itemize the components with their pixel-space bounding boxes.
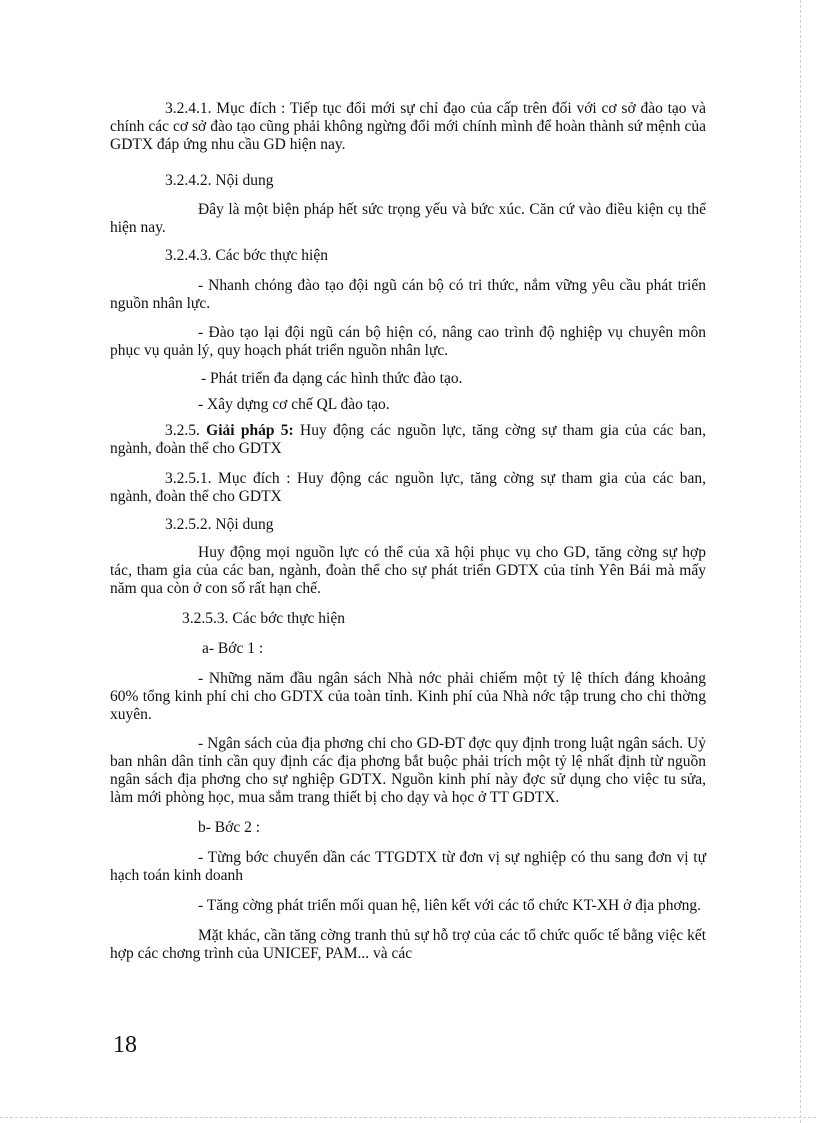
paragraph-3-2-5-1: 3.2.5.1. Mục đích : Huy động các nguồn lực, tăng cờng sự tham gia của các ban, ngành, đoàn thể cho GDTX <box>110 470 706 505</box>
heading-3-2-4-3: 3.2.4.3. Các bớc thực hiện <box>165 247 328 264</box>
bullet-item: - Những năm đầu ngân sách Nhà nớc phải chiếm một tỷ lệ thích đáng khoảng 60% tổng kinh phí chi cho GDTX của toàn tỉnh. Kinh phí của Nhà nớc tập trung cho chi thờng xuyên. <box>110 670 706 723</box>
page-frame-bottom <box>0 1117 816 1118</box>
bullet-item: - Xây dựng cơ chế QL đào tạo. <box>198 396 390 413</box>
heading-3-2-4-2: 3.2.4.2. Nội dung <box>165 172 274 189</box>
heading-3-2-5-2: 3.2.5.2. Nội dung <box>165 516 274 533</box>
heading-solution-5 <box>110 422 706 458</box>
step-b-heading: b- Bớc 2 : <box>198 819 261 836</box>
solution-5-title: Huy động các nguồn lực, tăng cờng sự tham gia của các ban, ngành, đoàn thể cho GDTX <box>110 422 707 457</box>
step-a-heading: a- Bớc 1 : <box>202 640 264 657</box>
page-number: 18 <box>113 1032 137 1058</box>
bullet-item: - Tăng cờng phát triển mối quan hệ, liên kết với các tổ chức KT-XH ở địa phơng. <box>198 897 702 914</box>
paragraph-content-1: Đây là một biện pháp hết sức trọng yếu và bức xúc. Căn cứ vào điều kiện cụ thể hiện nay. <box>110 201 706 236</box>
bullet-item: - Từng bớc chuyển dần các TTGDTX từ đơn vị sự nghiệp có thu sang đơn vị tự hạch toán kinh doanh <box>110 849 706 884</box>
bullet-item: - Ngân sách của địa phơng chi cho GD-ĐT đợc quy định trong luật ngân sách. Uỷ ban nhân dân tỉnh cần quy định các địa phơng bắt buộc phải trích một tỷ lệ nhất định từ nguồn ngân sách địa phơng cho sự nghiệp GDTX. Nguồn kinh phí này đợc sử dụng cho việc tu sửa, làm mới phòng học, mua sắm trang thiết bị cho dạy và học ở TT GDTX. <box>110 735 706 806</box>
solution-5-label: Giải pháp 5: <box>206 422 294 439</box>
document-page <box>110 100 706 963</box>
heading-3-2-5-3: 3.2.5.3. Các bớc thực hiện <box>182 610 345 627</box>
paragraph-content-2: Huy động mọi nguồn lực có thể của xã hội phục vụ cho GD, tăng cờng sự hợp tác, tham gia của các ban, ngành, đoàn thể cho sự phát triển GDTX của tỉnh Yên Bái mà mấy năm qua còn ở con số rất hạn chế. <box>110 544 706 597</box>
page-frame-right <box>800 0 801 1123</box>
bullet-item: - Nhanh chóng đào tạo đội ngũ cán bộ có tri thức, nắm vững yêu cầu phát triển nguồn nhân lực. <box>110 277 706 312</box>
bullet-item: - Đào tạo lại đội ngũ cán bộ hiện có, nâng cao trình độ nghiệp vụ chuyên môn phục vụ quản lý, quy hoạch phát triển nguồn nhân lực. <box>110 324 706 359</box>
section-number: 3.2.5. <box>165 422 200 439</box>
paragraph-content-3: Mặt khác, cần tăng cờng tranh thủ sự hỗ trợ của các tổ chức quốc tế bằng việc kết hợp các chơng trình của UNICEF, PAM... và các <box>110 927 706 962</box>
paragraph-3-2-4-1: 3.2.4.1. Mục đích : Tiếp tục đổi mới sự chỉ đạo của cấp trên đối với cơ sở đào tạo và chính các cơ sở đào tạo cũng phải không ngừng đổi mới chính mình để hoàn thành sứ mệnh của GDTX đáp ứng nhu cầu GD hiện nay. <box>110 100 706 153</box>
bullet-item: - Phát triển đa dạng các hình thức đào tạo. <box>201 370 463 387</box>
